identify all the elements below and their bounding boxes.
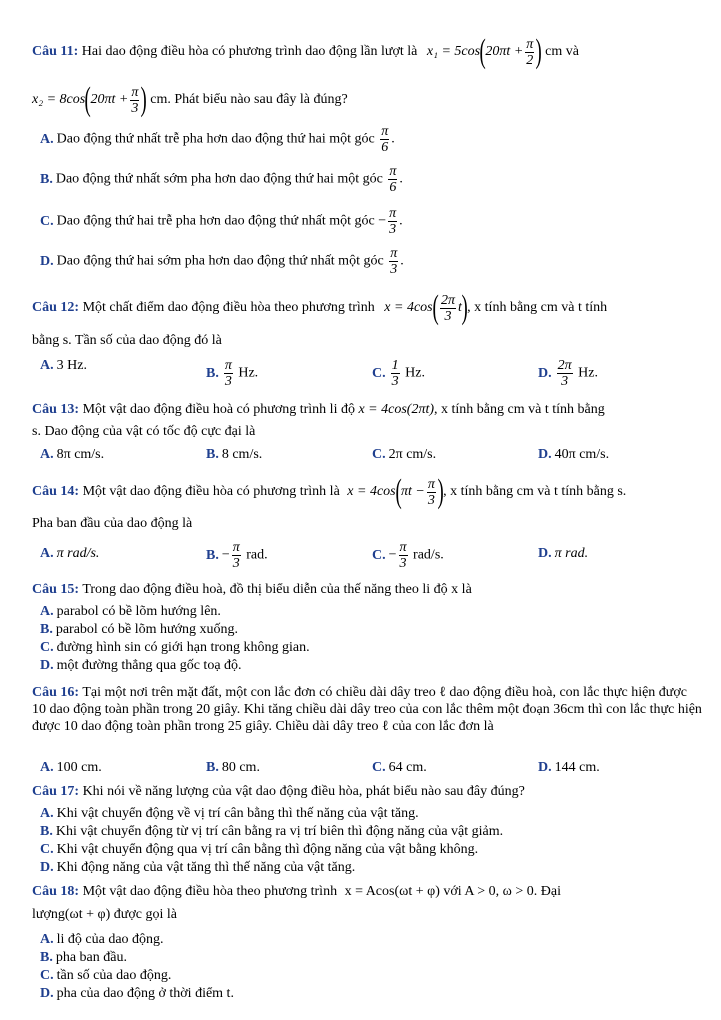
q18-stem-line2: lượng(ωt + φ) được gọi là xyxy=(32,907,177,922)
q12-option-a[interactable]: A. 3 Hz. xyxy=(40,358,87,373)
q12-stem-line2: bằng s. Tần số của dao động đó là xyxy=(32,333,222,348)
q11-option-a[interactable]: A. Dao động thứ nhất trễ pha hơn dao động thứ hai một góc $\frac{\pi}{6}$ . xyxy=(40,124,395,155)
q14-stem-line1: Câu 14: Một vật dao động điều hòa có phương trình là x = 4cos(πt − $\frac{\pi}{3}$ ), x tính bằng cm và t tính bằng s. xyxy=(32,473,627,510)
q12-stem-line1: Câu 12: Một chất điểm dao động điều hòa theo phương trình x = 4cos( $\frac{2\pi}{3}$ t), x tính bằng cm và t tính xyxy=(32,289,608,326)
q16-stem: Câu 16: Tại một nơi trên mặt đất, một con lắc đơn có chiều dài dây treo ℓ dao động điều hoà, con lắc thực hiện được 10 dao động toàn phần trong 20 giây. Khi tăng chiều dài dây treo của con lắc thêm một đoạn 36cm thì con lắc thực hiện được 10 dao động toàn phần trong 25 giây. Chiều dài dây treo ℓ của con lắc đơn là xyxy=(32,685,702,734)
q11-x2-frac: $\frac{\pi}{3}$ xyxy=(131,84,139,116)
q18-stem-line1: Câu 18: Một vật dao động điều hòa theo phương trình x = Acos(ωt + φ) với A > 0, ω > 0. Đại xyxy=(32,884,561,899)
q15-option-d[interactable]: D. một đường thẳng qua gốc toạ độ. xyxy=(40,658,242,673)
q17-option-b[interactable]: B. Khi vật chuyển động từ vị trí cân bằng ra vị trí biên thì động năng của vật giảm. xyxy=(40,824,504,839)
q15-number: Câu 15: xyxy=(32,582,80,597)
q11-stem-line1: Câu 11: Hai dao động điều hòa có phương trình dao động lần lượt là x₁ = 5cos(20πt + $\frac{\pi}{2}$ ) cm và xyxy=(32,33,579,70)
q13-option-b[interactable]: B. 8 cm/s. xyxy=(206,447,263,462)
q14-stem-line2: Pha ban đầu của dao động là xyxy=(32,516,193,531)
q17-number: Câu 17: xyxy=(32,784,80,799)
q11-stem-line2: x₂ = 8cos(20πt + $\frac{\pi}{3}$ ) cm. Phát biểu nào sau đây là đúng? xyxy=(32,81,348,118)
q13-option-d[interactable]: D. 40π cm/s. xyxy=(538,447,610,462)
q14-option-b[interactable]: B. − $\frac{\pi}{3}$ rad. xyxy=(206,540,268,571)
q17-option-c[interactable]: C. Khi vật chuyển động qua vị trí cân bằng thì động năng của vật bằng không. xyxy=(40,842,479,857)
q11-x1-eq: x₁ = 5cos xyxy=(426,44,481,60)
q11-option-d[interactable]: D. Dao động thứ hai sớm pha hơn dao động thứ nhất một góc $\frac{\pi}{3}$ . xyxy=(40,246,404,277)
q14-option-a[interactable]: A. π rad/s. xyxy=(40,546,100,561)
q13-option-c[interactable]: C. 2π cm/s. xyxy=(372,447,437,462)
q11-x2-tail: cm. Phát biểu nào sau đây là đúng? xyxy=(150,92,348,108)
q14-option-d[interactable]: D. π rad. xyxy=(538,546,589,561)
q15-option-c[interactable]: C. đường hình sin có giới hạn trong không gian. xyxy=(40,640,310,655)
q18-option-a[interactable]: A. li độ của dao động. xyxy=(40,932,164,947)
q16-option-c[interactable]: C. 64 cm. xyxy=(372,760,427,775)
q11-x1-unit: cm và xyxy=(545,44,579,60)
q11-x1-frac: $\frac{\pi}{2}$ xyxy=(526,36,534,68)
q18-number: Câu 18: xyxy=(32,884,80,899)
q13-option-a[interactable]: A. 8π cm/s. xyxy=(40,447,105,462)
q17-option-a[interactable]: A. Khi vật chuyển động về vị trí cân bằng thì thế năng của vật tăng. xyxy=(40,806,419,821)
q11-option-c[interactable]: C. Dao động thứ hai trễ pha hơn dao động thứ nhất một góc − $\frac{\pi}{3}$ . xyxy=(40,206,403,237)
q12-number: Câu 12: xyxy=(32,300,80,316)
q17-stem: Câu 17: Khi nói về năng lượng của vật dao động điều hòa, phát biểu nào sau đây đúng? xyxy=(32,784,525,799)
q11-x2-arg: 20πt + xyxy=(90,92,129,108)
q11-x1-arg: 20πt + xyxy=(485,44,524,60)
q15-stem: Câu 15: Trong dao động điều hoà, đồ thị biểu diễn của thế năng theo li độ x là xyxy=(32,582,472,597)
q13-stem-line2: s. Dao động của vật có tốc độ cực đại là xyxy=(32,424,256,439)
q14-number: Câu 14: xyxy=(32,484,80,500)
q12-option-d[interactable]: D. $\frac{2\pi}{3}$ Hz. xyxy=(538,358,598,389)
q14-option-c[interactable]: C. − $\frac{\pi}{3}$ rad/s. xyxy=(372,540,444,571)
q11-x2-eq: x₂ = 8cos xyxy=(32,92,86,108)
q12-stem: Một chất điểm dao động điều hòa theo phương trình xyxy=(82,300,375,316)
q11-option-b[interactable]: B. Dao động thứ nhất sớm pha hơn dao động thứ hai một góc $\frac{\pi}{6}$ . xyxy=(40,164,403,195)
q18-option-d[interactable]: D. pha của dao động ở thời điểm t. xyxy=(40,986,234,1001)
q16-option-a[interactable]: A. 100 cm. xyxy=(40,760,102,775)
q16-number: Câu 16: xyxy=(32,685,80,700)
q12-option-c[interactable]: C. $\frac{1}{3}$ Hz. xyxy=(372,358,425,389)
q16-option-b[interactable]: B. 80 cm. xyxy=(206,760,260,775)
q15-option-b[interactable]: B. parabol có bề lõm hướng xuống. xyxy=(40,622,239,637)
q13-stem-line1: Câu 13: Một vật dao động điều hoà có phương trình li độ x = 4cos(2πt), x tính bằng cm và t tính bằng xyxy=(32,402,605,417)
q15-option-a[interactable]: A. parabol có bề lõm hướng lên. xyxy=(40,604,221,619)
q18-option-b[interactable]: B. pha ban đầu. xyxy=(40,950,127,965)
q12-option-b[interactable]: B. $\frac{\pi}{3}$ Hz. xyxy=(206,358,259,389)
q13-number: Câu 13: xyxy=(32,402,80,417)
q16-option-d[interactable]: D. 144 cm. xyxy=(538,760,600,775)
q18-option-c[interactable]: C. tần số của dao động. xyxy=(40,968,172,983)
q17-option-d[interactable]: D. Khi động năng của vật tăng thì thế năng của vật tăng. xyxy=(40,860,356,875)
q11-number: Câu 11: xyxy=(32,44,79,60)
q11-stem: Hai dao động điều hòa có phương trình dao động lần lượt là xyxy=(81,44,418,60)
